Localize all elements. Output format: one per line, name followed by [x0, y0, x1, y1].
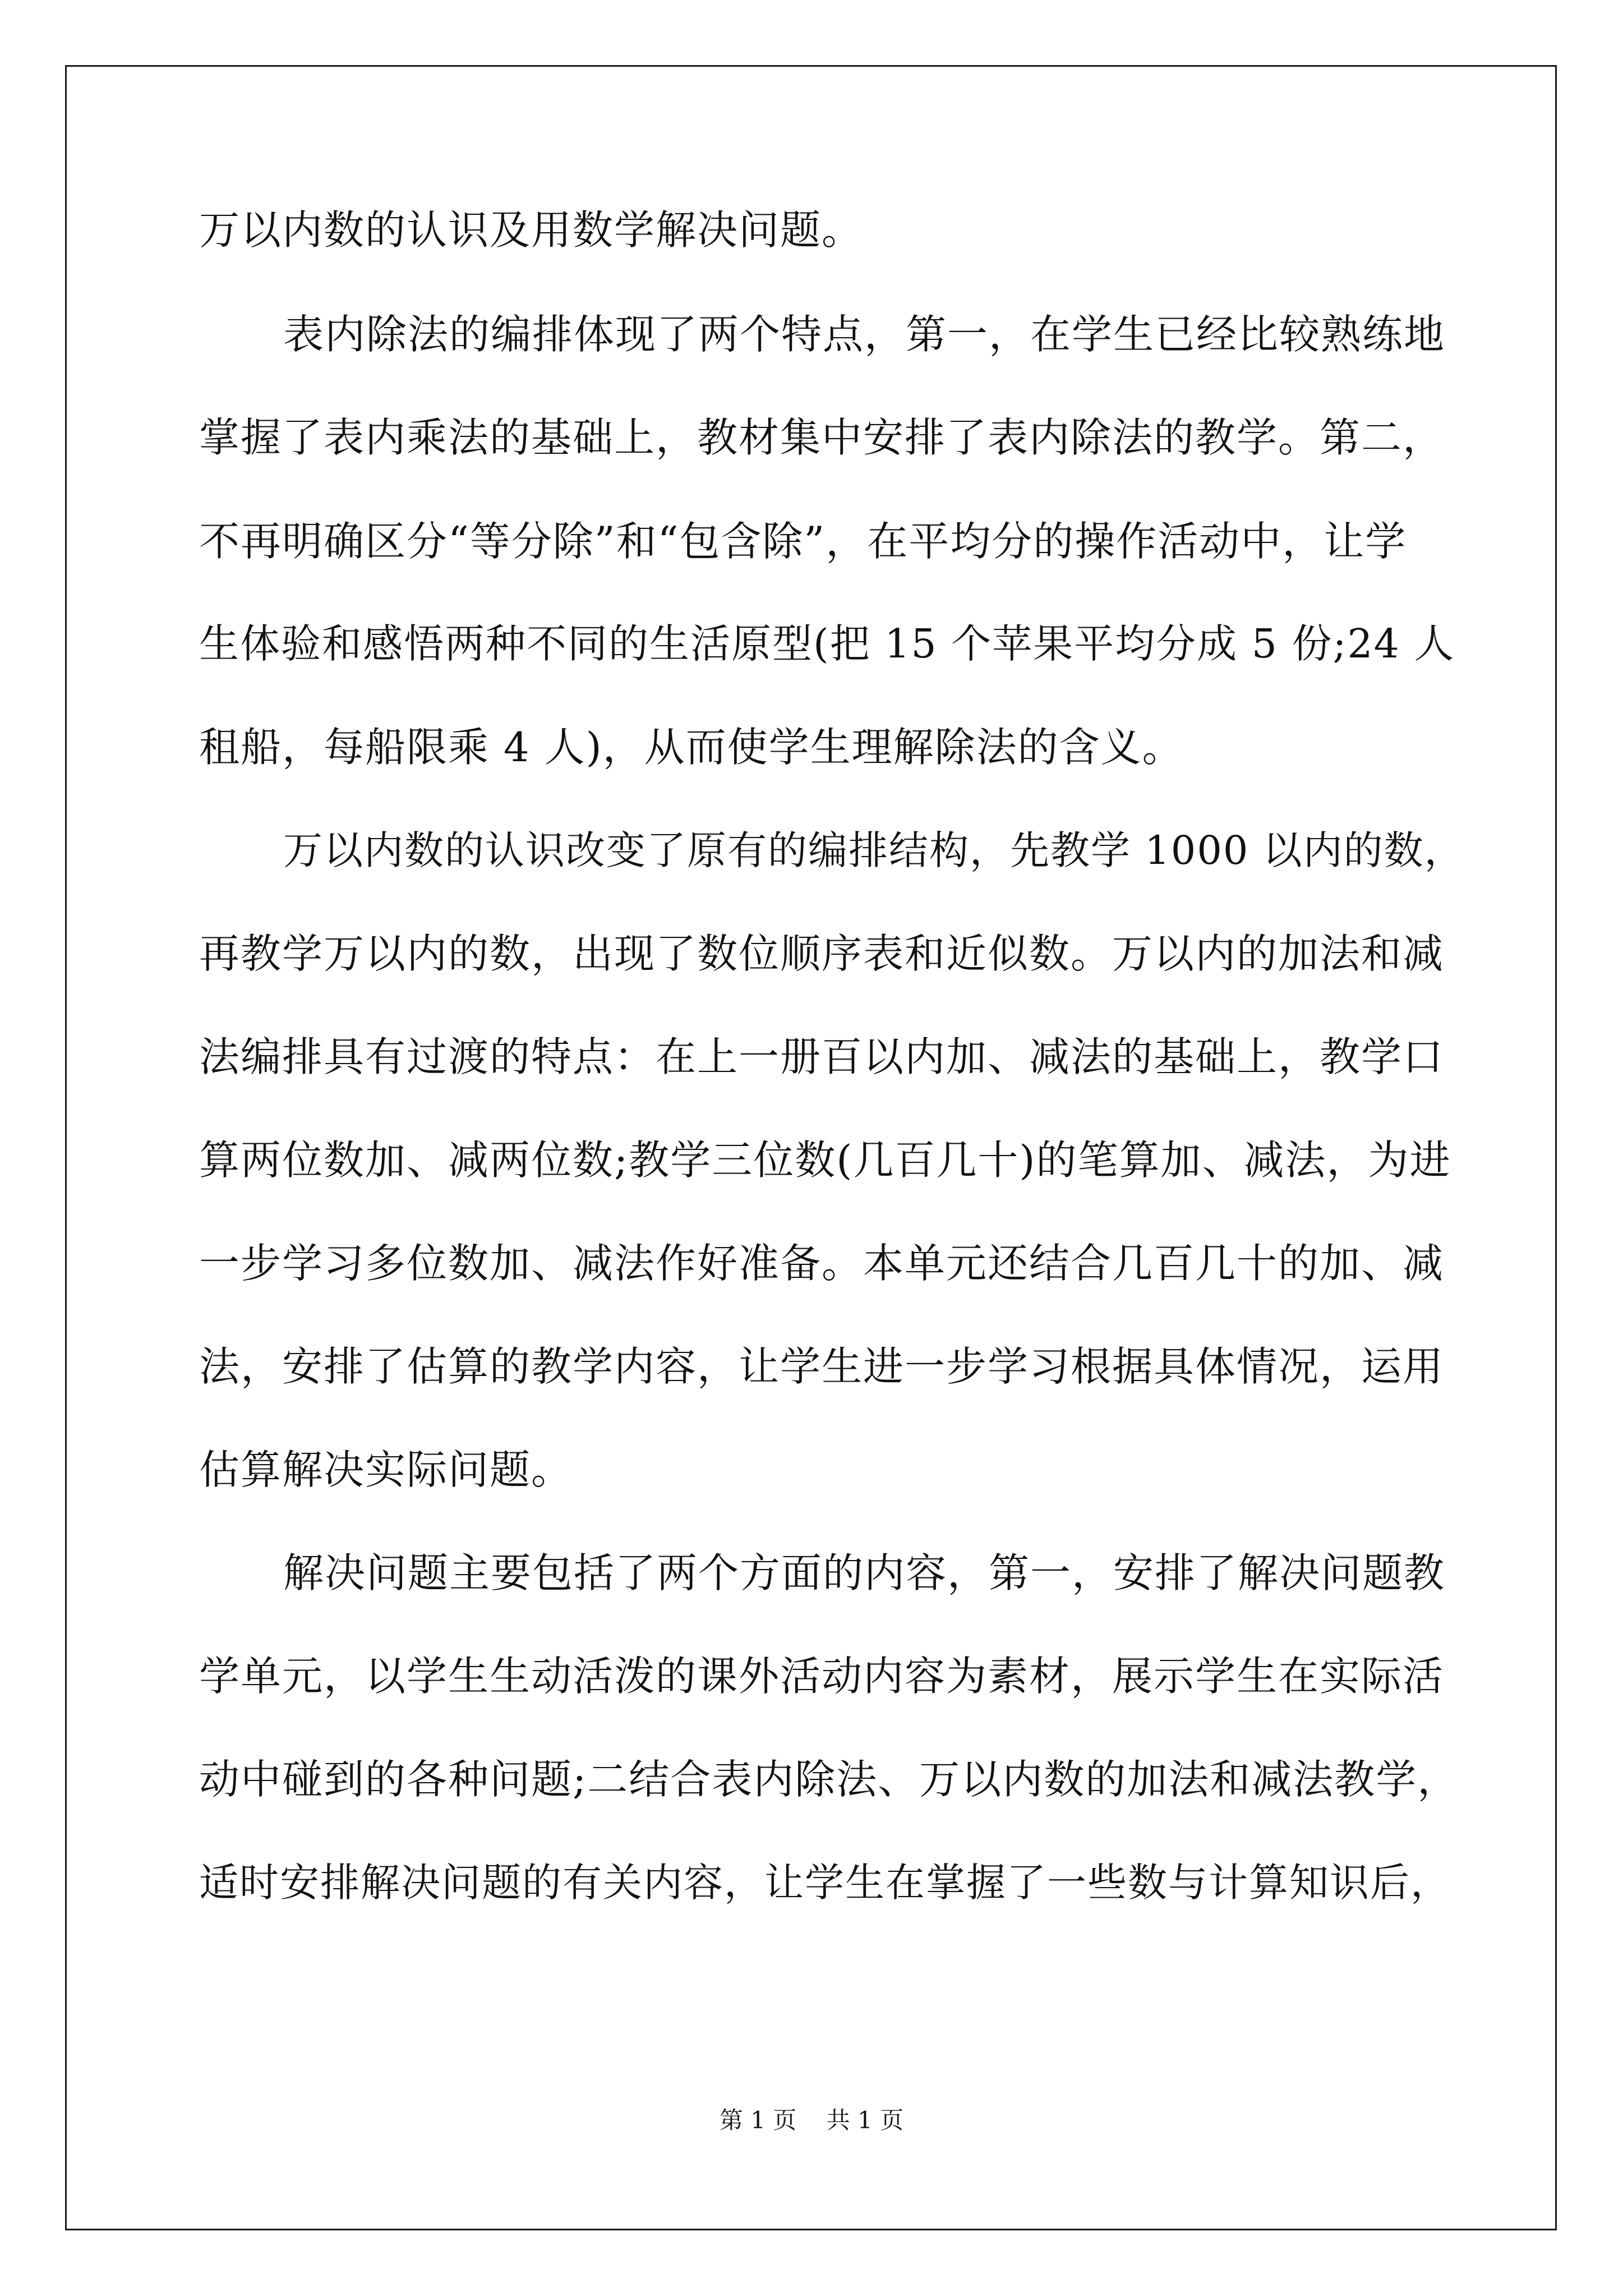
text-line: 万以内数的认识改变了原有的编排结构，先教学 1000 以内的数， [283, 827, 1465, 873]
text-line: 法编排具有过渡的特点：在上一册百以内加、减法的基础上，教学口 [199, 1033, 1445, 1080]
text-line: 表内除法的编排体现了两个特点，第一，在学生已经比较熟练地 [283, 311, 1446, 358]
text-line: 掌握了表内乘法的基础上，教材集中安排了表内除法的教学。第二， [199, 414, 1445, 461]
text-line: 生体验和感悟两种不同的生活原型(把 15 个苹果平均分成 5 份;24 人 [199, 620, 1455, 667]
text-line: 算两位数加、减两位数;教学三位数(几百几十)的笔算加、减法，为进 [199, 1137, 1451, 1184]
text-line: 一步学习多位数加、减法作好准备。本单元还结合几百几十的加、减 [199, 1240, 1445, 1287]
text-line: 租船，每船限乘 4 人)，从而使学生理解除法的含义。 [199, 724, 1184, 771]
text-line: 不再明确区分“等分除”和“包含除”，在平均分的操作活动中，让学 [199, 518, 1407, 565]
text-line: 再教学万以内的数，出现了数位顺序表和近似数。万以内的加法和减 [199, 930, 1445, 977]
page-footer [0, 2104, 1623, 2137]
text-line: 适时安排解决问题的有关内容，让学生在掌握了一些数与计算知识后， [199, 1860, 1451, 1906]
footer-gap [796, 2106, 826, 2134]
text-line: 学单元，以学生生动活泼的课外活动内容为素材，展示学生在实际活 [199, 1653, 1445, 1700]
text-line: 估算解决实际问题。 [199, 1446, 573, 1493]
text-line: 万以内数的认识及用数学解决问题。 [199, 206, 864, 254]
text-line: 解决问题主要包括了两个方面的内容，第一，安排了解决问题教 [283, 1549, 1446, 1596]
page-number: 第 1 页 [719, 2106, 797, 2134]
page-total: 共 1 页 [826, 2106, 904, 2134]
text-line: 法，安排了估算的教学内容，让学生进一步学习根据具体情况，运用 [199, 1343, 1445, 1390]
text-line: 动中碰到的各种问题;二结合表内除法、万以内数的加法和减法教学， [199, 1756, 1459, 1803]
